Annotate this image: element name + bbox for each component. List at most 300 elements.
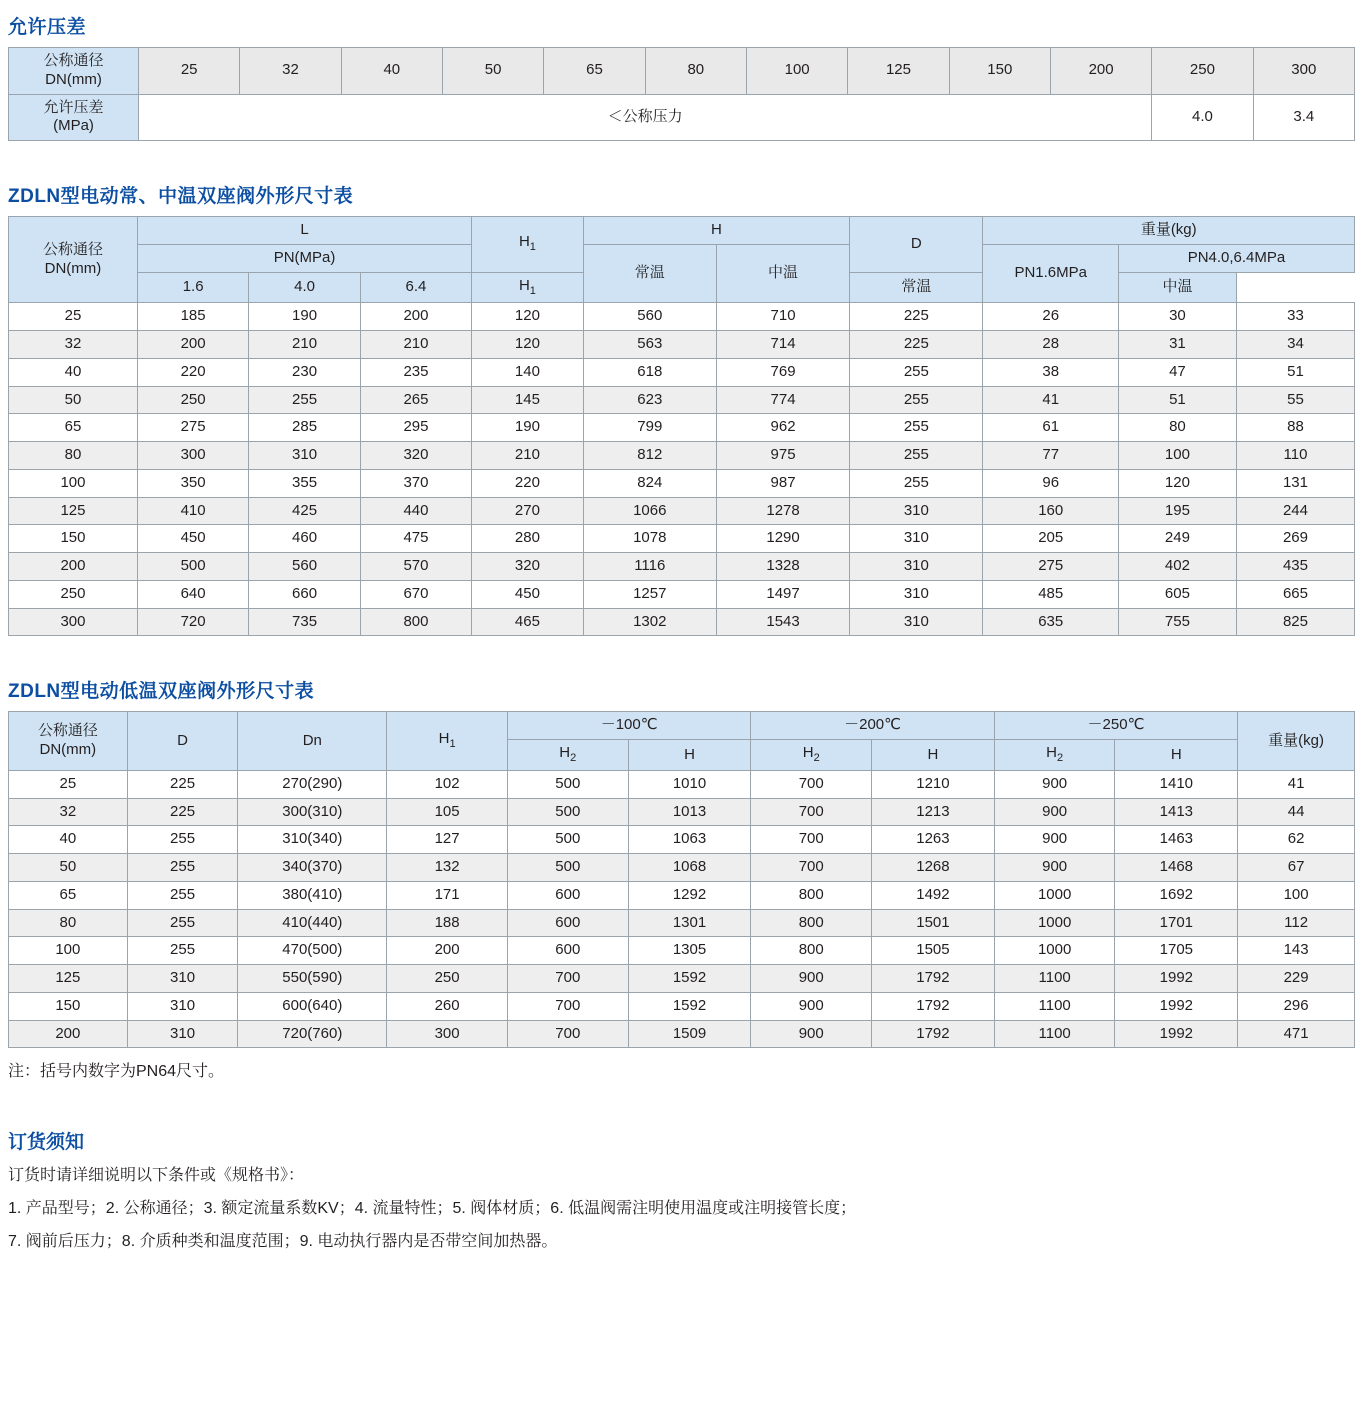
cell-value: 1592 (628, 992, 751, 1020)
header-dn (9, 217, 138, 303)
cell-value: 670 (360, 580, 471, 608)
cell-value: 225 (127, 798, 238, 826)
table-row (9, 992, 1355, 1020)
cell-value: 500 (507, 854, 628, 882)
header-pn-4-0: 4.0 (249, 272, 360, 303)
cell-value: 640 (137, 580, 248, 608)
cell-value: 131 (1236, 469, 1354, 497)
table-row (9, 358, 1355, 386)
cell-value: 1792 (872, 992, 995, 1020)
cell-pressure-300: 3.4 (1253, 94, 1354, 141)
section-title-low-temp: ZDLN型电动低温双座阀外形尺寸表 (8, 681, 315, 703)
cell-value: 1068 (628, 854, 751, 882)
header-dn-line2: DN(mm) (44, 259, 102, 277)
cell-value: 110 (1236, 442, 1354, 470)
pressure-diff-table (8, 47, 1355, 141)
cell-value: 31 (1118, 331, 1236, 359)
header-H2-200 (751, 740, 872, 771)
order-lead: 订货时请详细说明以下条件或《规格书》： (8, 1167, 305, 1185)
cell-value: 300 (387, 1020, 508, 1048)
cell-value: 1492 (872, 881, 995, 909)
cell-value: 1263 (872, 826, 995, 854)
cell-value: 310 (850, 497, 983, 525)
header-mid-temp: 中温 (716, 244, 849, 303)
cell-value: 600 (507, 937, 628, 965)
cell-dn: 50 (9, 386, 138, 414)
cell-value: 900 (994, 798, 1115, 826)
pressure-label-line2: (MPa) (53, 117, 94, 135)
cell-value: 720 (137, 608, 248, 636)
cell-value: 735 (249, 608, 360, 636)
cell-value: 550(590) (238, 965, 387, 993)
cell-value: 300(310) (238, 798, 387, 826)
cell-value: 310 (127, 992, 238, 1020)
cell-value: 249 (1118, 525, 1236, 553)
cell-value: 1509 (628, 1020, 751, 1048)
header-pn-1-6: 1.6 (137, 272, 248, 303)
table-row (9, 94, 1355, 141)
cell-value: 799 (583, 414, 716, 442)
cell-value: 660 (249, 580, 360, 608)
cell-value: 310(340) (238, 826, 387, 854)
cell-dn: 100 (9, 937, 128, 965)
cell-dn: 150 (9, 525, 138, 553)
cell-value: 700 (751, 798, 872, 826)
header-H1-low-text: H (438, 730, 450, 748)
cell-value: 255 (850, 358, 983, 386)
section-title-normal-mid-temp: ZDLN型电动常、中温双座阀外形尺寸表 (8, 186, 354, 207)
header-H1-low (387, 712, 508, 771)
cell-value: 900 (994, 770, 1115, 798)
cell-dn: 65 (9, 881, 128, 909)
cell-value: 250 (387, 965, 508, 993)
header-normal-temp: 常温 (583, 244, 716, 303)
cell-value: 120 (472, 303, 583, 331)
header-D-low: D (127, 712, 238, 771)
cell-value: 1292 (628, 881, 751, 909)
cell-value: 190 (472, 414, 583, 442)
cell-value: 470(500) (238, 937, 387, 965)
cell-value: 1592 (628, 965, 751, 993)
header-weight: 重量(kg) (983, 217, 1355, 245)
header-H-250: H (1115, 740, 1238, 771)
cell-value: 1000 (994, 909, 1115, 937)
cell-dn: 50 (9, 854, 128, 882)
cell-value: 210 (472, 442, 583, 470)
cell-value: 1210 (872, 770, 995, 798)
pressure-diff-table-wrap (8, 47, 1355, 141)
cell-value: 280 (472, 525, 583, 553)
table-row (9, 414, 1355, 442)
header-H2-200-text: H (802, 744, 814, 761)
cell-value: 975 (716, 442, 849, 470)
cell-value: 824 (583, 469, 716, 497)
cell-value: 618 (583, 358, 716, 386)
cell-value: 300 (137, 442, 248, 470)
cell-value: 1278 (716, 497, 849, 525)
cell-value: 185 (137, 303, 248, 331)
cell-value: 1792 (872, 1020, 995, 1048)
cell-value: 1305 (628, 937, 751, 965)
cell-value: 38 (983, 358, 1118, 386)
cell-value: 900 (751, 1020, 872, 1048)
header-dn-line1: 公称通径 (42, 240, 103, 258)
header-pn-6-4: 6.4 (360, 272, 471, 303)
cell-value: 244 (1236, 497, 1354, 525)
cell-value: 320 (360, 442, 471, 470)
table-row (9, 553, 1355, 581)
cell-value: 410 (137, 497, 248, 525)
cell-value: 190 (249, 303, 360, 331)
normal-mid-temp-table-wrap (8, 216, 1355, 636)
cell-dn-125: 125 (848, 48, 949, 95)
header-H2-250-text: H (1046, 744, 1057, 761)
low-temp-table (8, 711, 1355, 1048)
cell-value: 700 (507, 992, 628, 1020)
table-header-row (9, 244, 1355, 272)
cell-value: 225 (127, 770, 238, 798)
cell-dn: 300 (9, 608, 138, 636)
gap-3 (0, 1081, 1363, 1127)
cell-value: 1010 (628, 770, 751, 798)
cell-value: 800 (751, 909, 872, 937)
cell-value: 1692 (1115, 881, 1238, 909)
cell-value: 1100 (994, 992, 1115, 1020)
cell-value: 265 (360, 386, 471, 414)
cell-value: 1410 (1115, 770, 1238, 798)
header-H2-100-text: H (559, 744, 571, 761)
cell-dn-label (9, 48, 139, 95)
cell-dn: 100 (9, 469, 138, 497)
cell-dn-300: 300 (1253, 48, 1354, 95)
cell-value: 120 (1118, 469, 1236, 497)
cell-value: 700 (507, 1020, 628, 1048)
cell-value: 380(410) (238, 881, 387, 909)
cell-value: 410(440) (238, 909, 387, 937)
cell-value: 605 (1118, 580, 1236, 608)
header-H2-100-sub: 2 (570, 752, 577, 764)
cell-value: 310 (850, 525, 983, 553)
cell-value: 171 (387, 881, 508, 909)
cell-value: 127 (387, 826, 508, 854)
cell-value: 1992 (1115, 992, 1238, 1020)
header-H2-250-sub: 2 (1056, 752, 1064, 764)
table-row (9, 965, 1355, 993)
cell-value: 987 (716, 469, 849, 497)
header-H: H (583, 217, 850, 245)
cell-value: 710 (716, 303, 849, 331)
cell-value: 560 (249, 553, 360, 581)
cell-value: 900 (994, 826, 1115, 854)
cell-value: 310 (850, 608, 983, 636)
cell-value: 225 (850, 331, 983, 359)
cell-dn-100: 100 (746, 48, 847, 95)
cell-value: 51 (1118, 386, 1236, 414)
cell-value: 714 (716, 331, 849, 359)
cell-value: 1257 (583, 580, 716, 608)
header-dn-low (9, 712, 128, 771)
cell-value: 1116 (583, 553, 716, 581)
cell-dn: 200 (9, 553, 138, 581)
table-row (9, 469, 1355, 497)
cell-value: 55 (1236, 386, 1354, 414)
table-header-row (9, 712, 1355, 740)
cell-value: 500 (507, 826, 628, 854)
cell-dn-65: 65 (544, 48, 645, 95)
cell-value: 1497 (716, 580, 849, 608)
cell-value: 500 (507, 798, 628, 826)
cell-value: 1301 (628, 909, 751, 937)
cell-value: 700 (751, 854, 872, 882)
cell-value: 275 (983, 553, 1118, 581)
cell-value: 450 (472, 580, 583, 608)
cell-value: 563 (583, 331, 716, 359)
header-H1 (472, 217, 583, 273)
cell-dn: 40 (9, 358, 138, 386)
cell-value: 1013 (628, 798, 751, 826)
cell-value: 220 (137, 358, 248, 386)
cell-value: 200 (137, 331, 248, 359)
cell-dn-50: 50 (442, 48, 543, 95)
table-header-row (9, 217, 1355, 245)
cell-value: 47 (1118, 358, 1236, 386)
header-H2-200-sub: 2 (813, 752, 820, 764)
header-temp-200: －200℃ (751, 712, 994, 740)
section-title-pressure-diff: 允许压差 (8, 17, 87, 38)
cell-value: 310 (127, 965, 238, 993)
table-row (9, 303, 1355, 331)
cell-merged-nominal-pressure: ＜公称压力 (139, 94, 1152, 141)
top-spacer (0, 0, 1363, 12)
table-row (9, 770, 1355, 798)
cell-value: 460 (249, 525, 360, 553)
cell-value: 30 (1118, 303, 1236, 331)
cell-value: 205 (983, 525, 1118, 553)
cell-value: 774 (716, 386, 849, 414)
cell-value: 1468 (1115, 854, 1238, 882)
order-line-1: 1. 产品型号；2. 公称通径；3. 额定流量系数KV；4. 流量特性；5. 阀体材质；6. 低温阀需注明使用温度或注明接管长度； (8, 1200, 857, 1218)
cell-value: 1792 (872, 965, 995, 993)
cell-value: 143 (1238, 937, 1355, 965)
cell-value: 275 (137, 414, 248, 442)
cell-dn: 25 (9, 303, 138, 331)
cell-value: 1213 (872, 798, 995, 826)
cell-value: 623 (583, 386, 716, 414)
cell-value: 41 (1238, 770, 1355, 798)
cell-value: 1290 (716, 525, 849, 553)
table-row (9, 937, 1355, 965)
normal-mid-temp-table (8, 216, 1355, 636)
header-weight-pn16: PN1.6MPa (983, 244, 1118, 303)
cell-value: 1000 (994, 881, 1115, 909)
cell-value: 600 (507, 881, 628, 909)
cell-value: 900 (751, 992, 872, 1020)
header-H2-250 (994, 740, 1115, 771)
table-row (9, 386, 1355, 414)
cell-value: 465 (472, 608, 583, 636)
cell-value: 1992 (1115, 965, 1238, 993)
pressure-label-line1: 允许压差 (43, 98, 104, 116)
cell-value: 255 (850, 386, 983, 414)
cell-value: 100 (1238, 881, 1355, 909)
dn-label-line1: 公称通径 (43, 52, 104, 69)
cell-value: 195 (1118, 497, 1236, 525)
cell-value: 26 (983, 303, 1118, 331)
cell-value: 62 (1238, 826, 1355, 854)
cell-value: 210 (249, 331, 360, 359)
cell-value: 260 (387, 992, 508, 1020)
header-H1-sub-b: 1 (529, 284, 536, 297)
header-weight-normal: 常温 (850, 272, 983, 303)
cell-value: 1543 (716, 608, 849, 636)
cell-value: 96 (983, 469, 1118, 497)
cell-value: 1505 (872, 937, 995, 965)
header-dn-low-line2: DN(mm) (39, 741, 97, 758)
cell-value: 1100 (994, 1020, 1115, 1048)
cell-value: 812 (583, 442, 716, 470)
cell-value: 225 (850, 303, 983, 331)
cell-pressure-label (9, 94, 139, 141)
cell-value: 269 (1236, 525, 1354, 553)
cell-value: 77 (983, 442, 1118, 470)
header-dn-low-line1: 公称通径 (37, 722, 98, 740)
header-weight-low: 重量(kg) (1238, 712, 1355, 771)
gap-2 (0, 636, 1363, 676)
cell-value: 51 (1236, 358, 1354, 386)
table-row (9, 881, 1355, 909)
cell-value: 800 (360, 608, 471, 636)
dn-label-line2: DN(mm) (45, 70, 102, 88)
header-H-200: H (872, 740, 995, 771)
header-D: D (850, 217, 983, 273)
table-row (9, 798, 1355, 826)
cell-value: 350 (137, 469, 248, 497)
cell-value: 769 (716, 358, 849, 386)
cell-value: 340(370) (238, 854, 387, 882)
cell-value: 270(290) (238, 770, 387, 798)
cell-value: 800 (751, 881, 872, 909)
table-row (9, 48, 1355, 95)
cell-value: 825 (1236, 608, 1354, 636)
cell-value: 1078 (583, 525, 716, 553)
cell-dn: 32 (9, 798, 128, 826)
cell-value: 600(640) (238, 992, 387, 1020)
header-H1-sub: 1 (529, 241, 536, 254)
cell-value: 235 (360, 358, 471, 386)
cell-pressure-250: 4.0 (1152, 94, 1253, 141)
cell-value: 435 (1236, 553, 1354, 581)
cell-value: 145 (472, 386, 583, 414)
cell-value: 255 (127, 854, 238, 882)
cell-value: 1501 (872, 909, 995, 937)
cell-value: 665 (1236, 580, 1354, 608)
cell-dn: 25 (9, 770, 128, 798)
cell-dn: 80 (9, 909, 128, 937)
cell-value: 1413 (1115, 798, 1238, 826)
table-row (9, 909, 1355, 937)
table-row (9, 525, 1355, 553)
cell-value: 255 (127, 881, 238, 909)
cell-value: 230 (249, 358, 360, 386)
header-H1-low-sub: 1 (449, 738, 456, 751)
cell-value: 1000 (994, 937, 1115, 965)
cell-value: 88 (1236, 414, 1354, 442)
cell-value: 255 (850, 414, 983, 442)
cell-value: 132 (387, 854, 508, 882)
normal-mid-temp-body (9, 303, 1355, 636)
table-row (9, 854, 1355, 882)
cell-value: 295 (360, 414, 471, 442)
cell-value: 425 (249, 497, 360, 525)
cell-value: 900 (994, 854, 1115, 882)
low-temp-table-wrap (8, 711, 1355, 1048)
cell-value: 140 (472, 358, 583, 386)
cell-dn-150: 150 (949, 48, 1050, 95)
cell-value: 440 (360, 497, 471, 525)
cell-value: 1302 (583, 608, 716, 636)
table-row (9, 1020, 1355, 1048)
cell-value: 310 (127, 1020, 238, 1048)
cell-value: 1063 (628, 826, 751, 854)
low-temp-note: 注：括号内数字为PN64尺寸。 (8, 1063, 225, 1081)
order-line-2: 7. 阀前后压力；8. 介质种类和温度范围；9. 电动执行器内是否带空间加热器。 (8, 1233, 558, 1251)
cell-dn-200: 200 (1050, 48, 1151, 95)
cell-value: 570 (360, 553, 471, 581)
cell-value: 1701 (1115, 909, 1238, 937)
cell-dn-32: 32 (240, 48, 341, 95)
cell-value: 500 (507, 770, 628, 798)
cell-value: 370 (360, 469, 471, 497)
cell-value: 41 (983, 386, 1118, 414)
header-L: L (137, 217, 471, 245)
cell-dn: 32 (9, 331, 138, 359)
cell-value: 285 (249, 414, 360, 442)
cell-value: 475 (360, 525, 471, 553)
low-temp-body (9, 770, 1355, 1048)
cell-dn: 250 (9, 580, 138, 608)
cell-value: 720(760) (238, 1020, 387, 1048)
cell-value: 200 (387, 937, 508, 965)
header-H2-100 (507, 740, 628, 771)
cell-dn: 65 (9, 414, 138, 442)
header-weight-pn40-64: PN4.0,6.4MPa (1118, 244, 1354, 272)
cell-dn: 80 (9, 442, 138, 470)
cell-value: 188 (387, 909, 508, 937)
header-weight-mid: 中温 (1118, 272, 1236, 303)
cell-value: 1100 (994, 965, 1115, 993)
cell-value: 800 (751, 937, 872, 965)
gap-1 (0, 141, 1363, 181)
cell-value: 1992 (1115, 1020, 1238, 1048)
cell-dn-80: 80 (645, 48, 746, 95)
cell-value: 485 (983, 580, 1118, 608)
cell-value: 44 (1238, 798, 1355, 826)
header-PN: PN(MPa) (137, 244, 471, 272)
cell-value: 310 (249, 442, 360, 470)
cell-dn-250: 250 (1152, 48, 1253, 95)
cell-value: 102 (387, 770, 508, 798)
cell-value: 255 (850, 469, 983, 497)
cell-dn-40: 40 (341, 48, 442, 95)
cell-value: 67 (1238, 854, 1355, 882)
cell-value: 200 (360, 303, 471, 331)
table-row (9, 608, 1355, 636)
cell-value: 220 (472, 469, 583, 497)
cell-value: 355 (249, 469, 360, 497)
cell-value: 255 (127, 909, 238, 937)
cell-value: 105 (387, 798, 508, 826)
cell-value: 112 (1238, 909, 1355, 937)
